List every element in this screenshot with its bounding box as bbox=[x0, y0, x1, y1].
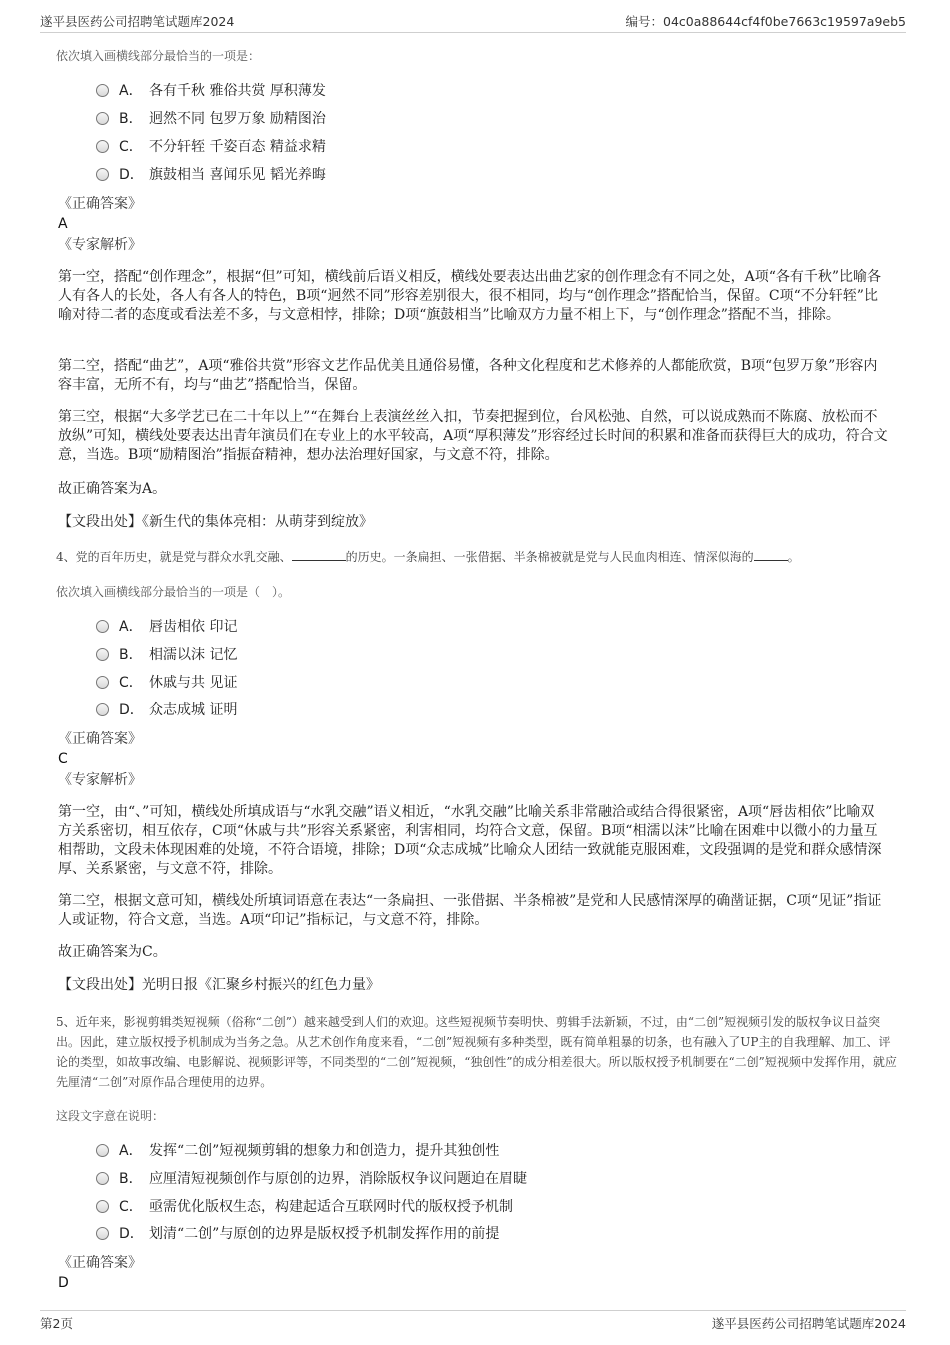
page-header bbox=[40, 12, 906, 33]
q4-question: 4、党的百年历史，就是党与群众水乳交融、 的历史。一条扁担、一张借据、半条棉被就是党与人民血肉相连、情深似海的 。 bbox=[56, 550, 800, 564]
q3-prompt: 依次填入画横线部分最恰当的一项是： bbox=[56, 49, 261, 63]
blank-2 bbox=[754, 548, 788, 561]
q4-option-a[interactable]: A． 唇齿相依 印记 bbox=[96, 616, 237, 638]
q4-prompt: 依次填入画横线部分最恰当的一项是（ ）。 bbox=[56, 585, 291, 599]
radio-icon[interactable] bbox=[96, 620, 109, 633]
q3-conclusion: 故正确答案为A。 bbox=[58, 481, 167, 497]
q5-option-c[interactable]: C． 亟需优化版权生态，构建起适合互联网时代的版权授予机制 bbox=[96, 1196, 513, 1218]
q5-option-d[interactable]: D． 划清“二创”与原创的边界是版权授予机制发挥作用的前提 bbox=[96, 1223, 499, 1245]
q4-analysis-label: 《专家解析》 bbox=[58, 772, 142, 788]
q3-option-a[interactable]: A． 各有千秋 雅俗共赏 厚积薄发 bbox=[96, 80, 326, 102]
q3-source: 【文段出处】《新生代的集体亮相：从萌芽到绽放》 bbox=[58, 514, 373, 530]
radio-icon[interactable] bbox=[96, 1227, 109, 1240]
radio-icon[interactable] bbox=[96, 1144, 109, 1157]
q3-analysis-2: 第二空，搭配“曲艺”，A项“雅俗共赏”形容文艺作品优美且通俗易懂，各种文化程度和艺术修养的人都能欣赏，B项“包罗万象”形容内容丰富，无所不有，均与“曲艺”搭配恰当，保留。 bbox=[58, 358, 878, 393]
q4-answer-label: 《正确答案》 bbox=[58, 731, 142, 747]
q5-option-b[interactable]: B． 应厘清短视频创作与原创的边界，消除版权争议问题迫在眉睫 bbox=[96, 1168, 527, 1190]
q5-question: 5、近年来，影视剪辑类短视频（俗称“二创”）越来越受到人们的欢迎。这些短视频节奏明快、剪辑手法新颖，不过，由“二创”短视频引发的版权争议日益突出。因此，建立版权授予机制成为当务之急。从艺术创作角度来看，“二创”短视频有多种类型，既有简单粗暴的切条，也有融入了UP主的自我理解、加工、评论的类型，如故事改编、电影解说、视频影评等，不同类型的“二创”短视频，“独创性”的成分相差很大。所以版权授予机制要在“二创”短视频中发挥作用，就应先厘清“二创”对原作品合理使用的边界。 bbox=[56, 1015, 897, 1089]
q3-option-b[interactable]: B． 迥然不同 包罗万象 励精图治 bbox=[96, 108, 326, 130]
q5-answer-label: 《正确答案》 bbox=[58, 1255, 142, 1271]
radio-icon[interactable] bbox=[96, 140, 109, 153]
page-number: 第2页 bbox=[40, 1316, 73, 1331]
radio-icon[interactable] bbox=[96, 648, 109, 661]
blank-1 bbox=[292, 548, 346, 561]
q5-answer: D bbox=[58, 1275, 69, 1291]
q4-conclusion: 故正确答案为C。 bbox=[58, 944, 167, 960]
page-footer bbox=[40, 1310, 906, 1336]
radio-icon[interactable] bbox=[96, 1200, 109, 1213]
header-title: 遂平县医药公司招聘笔试题库2024 bbox=[40, 14, 235, 29]
q3-answer-label: 《正确答案》 bbox=[58, 196, 142, 212]
q4-analysis-1: 第一空，由“、”可知，横线处所填成语与“水乳交融”语义相近，“水乳交融”比喻关系非常融洽或结合得很紧密，A项“唇齿相依”比喻双方关系密切，相互依存，C项“休戚与共”形容关系紧密，利害相同，均符合文意，保留。B项“相濡以沫”比喻在困难中以微小的力量互相帮助，文段未体现困难的处境，不符合语境，排除；D项“众志成城”比喻众人团结一致就能克服困难，文段强调的是党和群众感情深厚、关系紧密，与文意不符，排除。 bbox=[58, 804, 882, 877]
footer-title: 遂平县医药公司招聘笔试题库2024 bbox=[711, 1316, 906, 1331]
q3-answer: A bbox=[58, 216, 68, 232]
q3-analysis-3: 第三空，根据“大多学艺已在二十年以上”“在舞台上表演丝丝入扣，节奏把握到位，台风松弛、自然，可以说成熟而不陈腐、放松而不放纵”可知，横线处要表达出青年演员们在专业上的水平较高，A项“厚积薄发”形容经过长时间的积累和准备而获得巨大的成功，符合文意，当选。B项“励精图治”指振奋精神，想办法治理好国家，与文意不符，排除。 bbox=[58, 409, 888, 463]
q3-analysis-label: 《专家解析》 bbox=[58, 237, 142, 253]
header-doc-id: 编号：04c0a88644cf4f0be7663c19597a9eb5 bbox=[625, 14, 906, 29]
q3-option-c[interactable]: C． 不分轩轾 千姿百态 精益求精 bbox=[96, 136, 326, 158]
radio-icon[interactable] bbox=[96, 676, 109, 689]
radio-icon[interactable] bbox=[96, 168, 109, 181]
q4-option-b[interactable]: B． 相濡以沫 记忆 bbox=[96, 644, 237, 666]
q5-option-a[interactable]: A． 发挥“二创”短视频剪辑的想象力和创造力，提升其独创性 bbox=[96, 1140, 499, 1162]
q3-option-d[interactable]: D． 旗鼓相当 喜闻乐见 韬光养晦 bbox=[96, 164, 326, 186]
q3-analysis-1: 第一空，搭配“创作理念”，根据“但”可知，横线前后语义相反，横线处要表达出曲艺家的创作理念有不同之处，A项“各有千秋”比喻各人有各人的长处，各人有各人的特色，B项“迥然不同”形容差别很大，很不相同，均与“创作理念”搭配恰当，保留。C项“不分轩轾”比喻对待二者的态度或看法差不多，与文意相悖，排除；D项“旗鼓相当”比喻双方力量不相上下，与“创作理念”搭配不当，排除。 bbox=[58, 269, 882, 323]
radio-icon[interactable] bbox=[96, 112, 109, 125]
q5-prompt: 这段文字意在说明： bbox=[56, 1109, 165, 1123]
radio-icon[interactable] bbox=[96, 703, 109, 716]
radio-icon[interactable] bbox=[96, 84, 109, 97]
q4-answer: C bbox=[58, 751, 68, 767]
q4-source: 【文段出处】光明日报《汇聚乡村振兴的红色力量》 bbox=[58, 977, 380, 993]
q4-option-d[interactable]: D． 众志成城 证明 bbox=[96, 699, 237, 721]
radio-icon[interactable] bbox=[96, 1172, 109, 1185]
q4-option-c[interactable]: C． 休戚与共 见证 bbox=[96, 672, 237, 694]
q4-analysis-2: 第二空，根据文意可知，横线处所填词语意在表达“一条扁担、一张借据、半条棉被”是党和人民感情深厚的确凿证据，C项“见证”指证人或证物，符合文意，当选。A项“印记”指标记，与文意不符，排除。 bbox=[58, 893, 882, 928]
